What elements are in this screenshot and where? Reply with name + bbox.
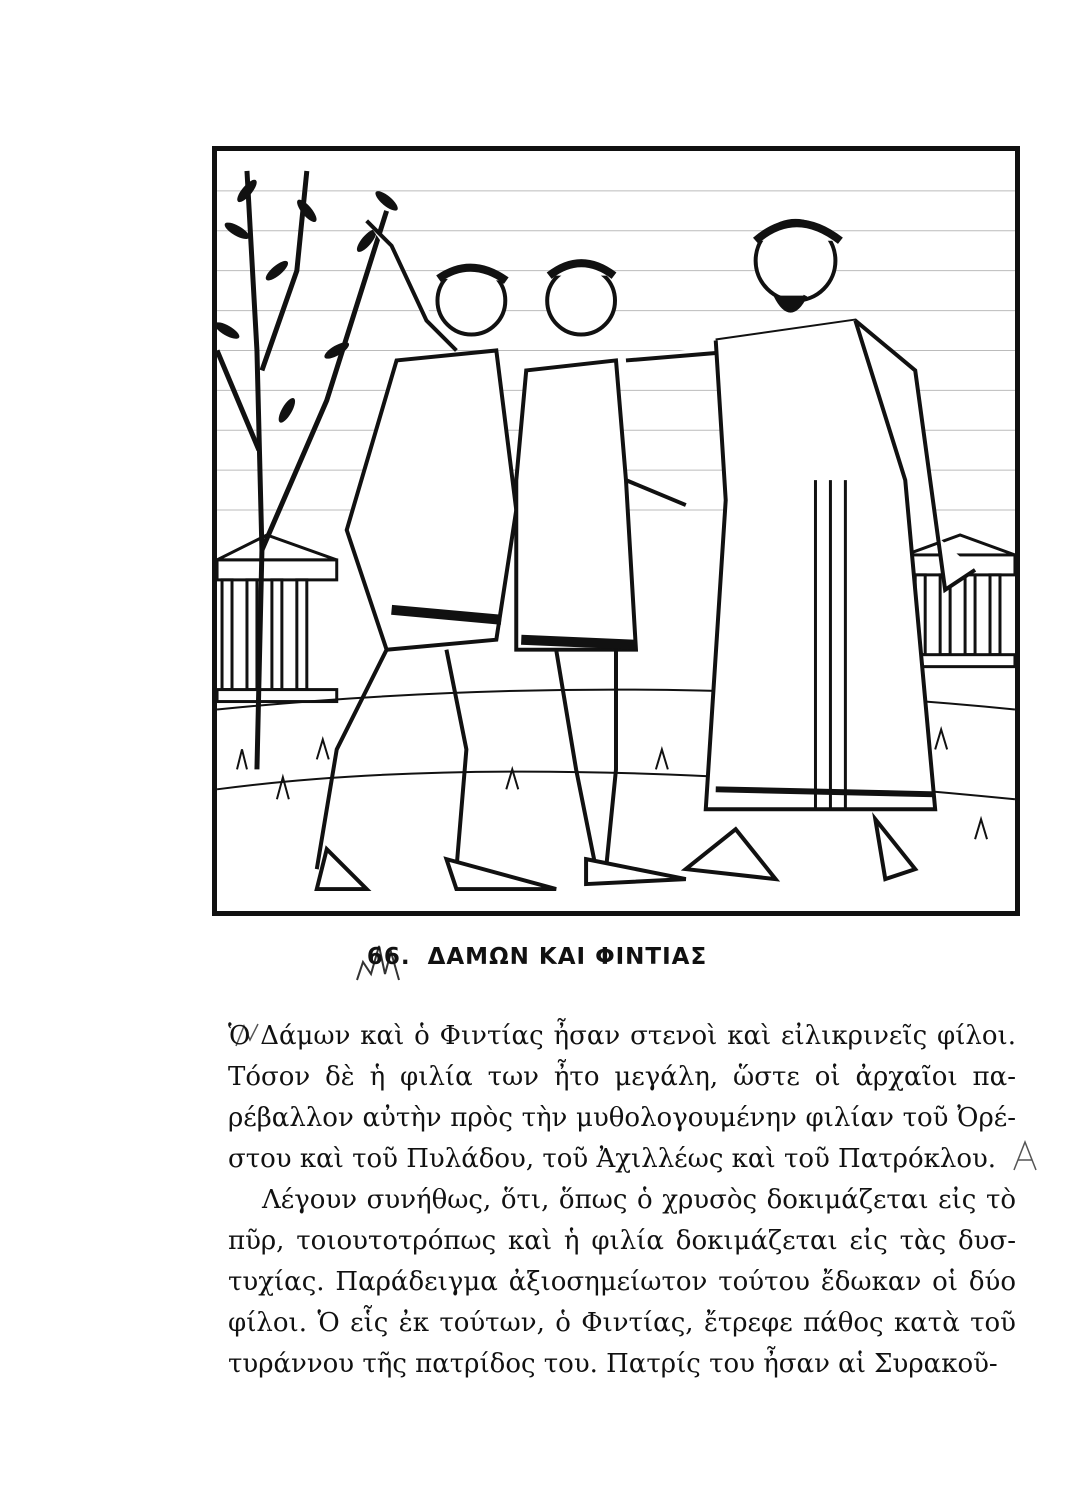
illustration — [212, 146, 1020, 916]
chapter-title: ΔΑΜΩΝ ΚΑΙ ΦΙΝΤΙΑΣ — [427, 944, 708, 970]
temple-left — [217, 535, 337, 702]
paragraph-2: Λέγουν συνήθως, ὅτι, ὅπως ὁ χρυσὸς δοκιμάζεται εἰς τὸ πῦρ, τοιουτοτρόπως καὶ ἡ φιλία δοκιμάζεται εἰς τὰς δυστυχίας. Παράδειγμα ἀξιοσημείωτον τούτου ἔδωκαν οἱ δύο φίλοι. Ὁ εἷς ἐκ τούτων, ὁ Φιντίας, ἔτρεφε πάθος κατὰ τοῦ τυράννου τῆς πατρίδος του. Πατρίς του ἦσαν αἱ Συρακοῦ- — [228, 1185, 1016, 1379]
chapter-heading — [0, 944, 1074, 970]
olive-leaves — [217, 177, 401, 425]
chapter-number: 66. — [366, 944, 411, 970]
body-text — [228, 1016, 1016, 1385]
paragraph-1: Ὁ Δάμων καὶ ὁ Φιντίας ἦσαν στενοὶ καὶ εἰλικρινεῖς φίλοι. Τόσον δὲ ἡ φιλία των ἦτο μεγάλη, ὥστε οἱ ἀρχαῖοι παρέβαλλον αὐτὴν πρὸς τὴν μυθολογουμένην φιλίαν τοῦ Ὀρέστου καὶ τοῦ Πυλάδου, τοῦ Ἀχιλλέως καὶ τοῦ Πατρόκλου. — [228, 1021, 1016, 1174]
illustration-drawing — [217, 151, 1015, 911]
